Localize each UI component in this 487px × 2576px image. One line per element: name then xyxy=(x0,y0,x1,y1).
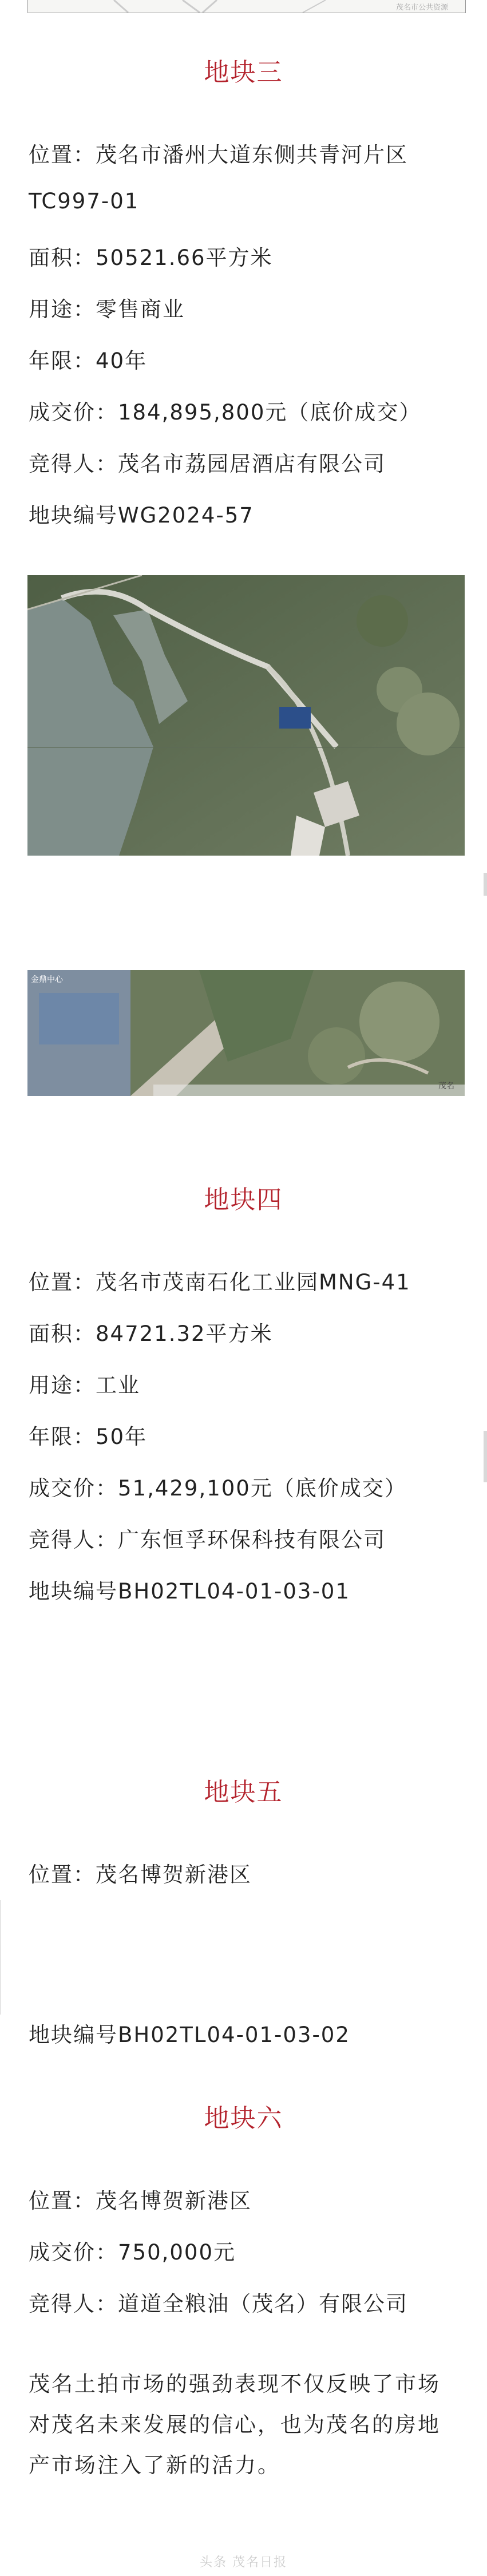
block6-price: 成交价：750,000元 xyxy=(29,2240,236,2265)
block6-location: 位置：茂名博贺新港区 xyxy=(29,2189,252,2213)
block4-term: 年限：50年 xyxy=(29,1424,148,1449)
block5-location: 位置：茂名博贺新港区 xyxy=(29,1862,252,1887)
block6-winner: 竞得人：道道全粮油（茂名）有限公司 xyxy=(29,2292,408,2316)
conclusion-paragraph: 茂名土拍市场的强劲表现不仅反映了市场对茂名未来发展的信心，也为茂名的房地产市场注入了新的活力。 xyxy=(29,2372,441,2478)
block5-title: 地块五 xyxy=(204,1778,283,1807)
block4-location: 位置：茂名市茂南石化工业园MNG-41 xyxy=(29,1270,411,1295)
block3-use: 用途：零售商业 xyxy=(29,297,185,322)
block3-title: 地块三 xyxy=(204,58,283,87)
block5-parcel-number: 地块编号BH02TL04-01-03-02 xyxy=(29,2023,350,2047)
block3-winner: 竞得人：茂名市荔园居酒店有限公司 xyxy=(29,452,386,476)
block3-location: 位置：茂名市潘州大道东侧共青河片区 xyxy=(29,143,408,167)
block6-title: 地块六 xyxy=(204,2104,283,2133)
block4-parcel-number: 地块编号BH02TL04-01-03-01 xyxy=(29,1579,350,1604)
left-edge-marker xyxy=(0,1900,1,2015)
block3-price: 成交价：184,895,800元（底价成交） xyxy=(29,400,422,425)
block3-term: 年限：40年 xyxy=(29,349,148,373)
block4-use: 用途：工业 xyxy=(29,1373,140,1398)
block4-title: 地块四 xyxy=(204,1185,283,1214)
top-map-image-strip xyxy=(27,0,466,13)
map-label-right: 茂名 xyxy=(438,1082,454,1091)
aerial-map-block3 xyxy=(27,575,465,856)
scroll-edge-marker-2 xyxy=(484,1431,487,1482)
scroll-edge-marker xyxy=(484,873,487,896)
aerial-map-block3-detail xyxy=(27,970,465,1096)
block4-price: 成交价：51,429,100元（底价成交） xyxy=(29,1476,407,1501)
block4-area: 面积：84721.32平方米 xyxy=(29,1321,273,1346)
top-map-caption: 茂名市公共资源 xyxy=(395,3,448,12)
block3-location-code: TC997-01 xyxy=(29,189,140,213)
map-label-left: 金鼎中心 xyxy=(31,975,63,984)
block4-winner: 竞得人：广东恒孚环保科技有限公司 xyxy=(29,1528,386,1552)
watermark: 头条 茂名日报 xyxy=(200,2555,287,2570)
block3-area: 面积：50521.66平方米 xyxy=(29,246,273,270)
block3-parcel-number: 地块编号WG2024-57 xyxy=(29,503,254,528)
